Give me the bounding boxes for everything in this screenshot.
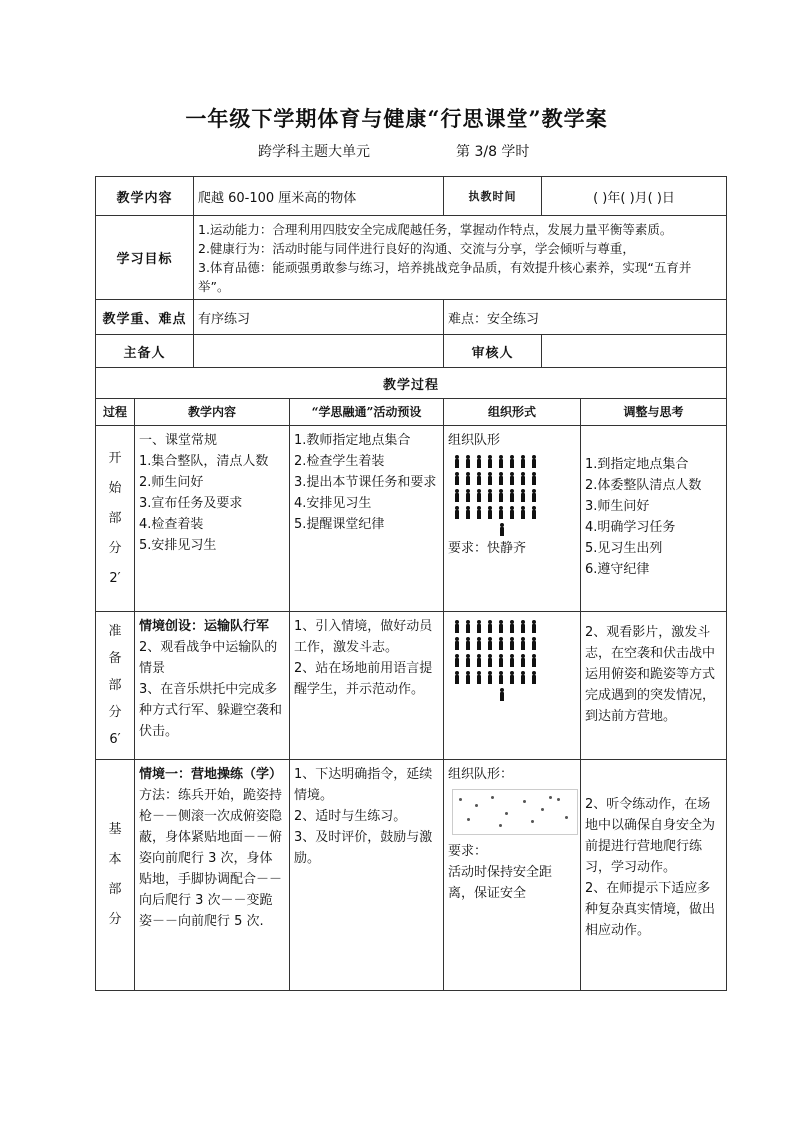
student-icon [487,671,493,684]
camp-field-diagram [452,789,578,835]
student-icon [476,489,482,502]
goals-list [194,216,727,300]
formation-row [454,671,576,684]
student-icon [531,472,537,485]
formation-diagram [448,455,576,536]
formation-row [454,489,576,502]
student-icon [465,506,471,519]
organization-cell [444,760,581,991]
student-icon [509,489,515,502]
student-icon [454,671,460,684]
student-icon [454,620,460,633]
student-icon [520,455,526,468]
student-icon [465,637,471,650]
activity-cell: 1、引入情境，做好动员工作，激发斗志。 2、站在场地前用语言提醒学生，并示范动作。 [290,612,444,760]
formation-row [454,523,550,536]
phase-cell: 开 始 部 分 2′ [96,426,135,612]
student-icon [454,455,460,468]
student-icon [509,506,515,519]
goals-label: 学习目标 [96,216,194,300]
student-icon [509,620,515,633]
student-icon [531,620,537,633]
page-title: 一年级下学期体育与健康“行思课堂”教学案 [185,106,608,131]
formation-row [454,506,576,519]
org-label: 组织队形： [448,767,514,782]
student-icon [476,671,482,684]
reflection-cell: 2、听令练动作，在场地中以确保自身安全为前提进行营地爬行练习，学习动作。 2、在师提示下适应多种复杂真实情境，做出相应动作。 [581,760,727,991]
content-label: 教学内容 [96,177,194,216]
key-value: 有序练习 [194,300,444,335]
lesson-info-table [95,176,727,399]
formation-row [454,455,576,468]
phase-cell: 准 备 部 分 6′ [96,612,135,760]
student-icon [520,489,526,502]
student-icon [498,489,504,502]
student-icon [531,455,537,468]
activity-cell: 1、下达明确指令，延续情境。 2、适时与生练习。 3、及时评价，鼓励与激励。 [290,760,444,991]
org-requirement: 活动时保持安全距离，保证安全 [448,865,553,901]
process-table [95,398,727,991]
column-header: 过程 [96,399,135,426]
student-icon [476,637,482,650]
student-icon [487,654,493,667]
column-header: 组织形式 [444,399,581,426]
student-icon [531,637,537,650]
lesson-number: 第 3/8 学时 [456,144,530,160]
activity-cell: 1.教师指定地点集合 2.检查学生着装 3.提出本节课任务和要求 4.安排见习生 5.提醒课堂纪律 [290,426,444,612]
org-requirement-title: 要求： [448,844,488,859]
content-cell: 情境创设：运输队行军 2、观看战争中运输队的情景 3、在音乐烘托中完成多种方式行军、躲避空袭和伏击。 [135,612,290,760]
student-icon [531,671,537,684]
organization-cell [444,426,581,612]
student-icon [476,654,482,667]
student-icon [487,455,493,468]
student-icon [454,637,460,650]
organization-cell [444,612,581,760]
student-icon [498,671,504,684]
student-icon [509,455,515,468]
reviewer-label: 审核人 [444,335,542,368]
student-icon [520,620,526,633]
student-icon [454,506,460,519]
student-icon [487,637,493,650]
time-label: 执教时间 [444,177,542,216]
formation-row [454,637,576,650]
student-icon [520,671,526,684]
student-icon [520,472,526,485]
reflection-cell: 2、观看影片，激发斗志，在空袭和伏击战中运用俯姿和跪姿等方式完成遇到的突发情况，到达前方营地。 [581,612,727,760]
student-icon [476,455,482,468]
time-value: ( )年( )月( )日 [542,177,727,216]
student-icon [531,506,537,519]
student-icon [509,637,515,650]
student-icon [465,654,471,667]
student-icon [476,620,482,633]
student-icon [520,637,526,650]
column-header: “学思融通”活动预设 [290,399,444,426]
formation-row [454,620,576,633]
content-cell: 一、课堂常规 1.集合整队，清点人数 2.师生问好 3.宣布任务及要求 4.检查着装 5.安排见习生 [135,426,290,612]
process-section-title: 教学过程 [96,368,727,399]
student-icon [465,620,471,633]
student-icon [476,506,482,519]
student-icon [465,489,471,502]
column-header: 教学内容 [135,399,290,426]
student-icon [498,637,504,650]
student-icon [498,654,504,667]
student-icon [487,472,493,485]
table-row [96,760,727,991]
student-icon [498,620,504,633]
goal-item: 2.健康行为：活动时能与同伴进行良好的沟通、交流与分享，学会倾听与尊重， [198,240,635,256]
student-icon [487,620,493,633]
student-icon [465,671,471,684]
student-icon [520,654,526,667]
student-icon [454,472,460,485]
formation-row [454,654,576,667]
table-row [96,612,727,760]
phase-cell: 基 本 部 分 [96,760,135,991]
student-icon [509,671,515,684]
student-icon [454,654,460,667]
student-icon [499,688,505,701]
student-icon [487,506,493,519]
student-icon [487,489,493,502]
table-row [96,426,727,612]
goal-item: 3.体育品德：能顽强勇敢参与练习，培养挑战竞争品质，有效提升核心素养，实现“五育并举”。 [198,259,692,294]
column-header: 调整与思考 [581,399,727,426]
formation-row [454,472,576,485]
process-header-row [96,399,727,426]
difficulty-value: 难点：安全练习 [444,300,727,335]
org-label: 组织队形 [448,433,501,448]
student-icon [520,506,526,519]
content-cell: 情境一：营地操练（学） 方法：练兵开始，跪姿持枪－－侧滚一次成俯姿隐蔽，身体紧贴地面－－俯姿向前爬行 3 次，身体贴地，手脚协调配合－－向后爬行 3 次－－变跪姿－－向前爬行 5 次. [135,760,290,991]
student-icon [509,472,515,485]
reviewer-value [542,335,727,368]
student-icon [531,489,537,502]
student-icon [454,489,460,502]
student-icon [509,654,515,667]
unit-label: 跨学科主题大单元 [258,144,370,160]
student-icon [476,472,482,485]
content-value: 爬越 60-100 厘米高的物体 [194,177,444,216]
student-icon [498,506,504,519]
student-icon [531,654,537,667]
formation-diagram [448,620,576,701]
student-icon [465,455,471,468]
key-label: 教学重、难点 [96,300,194,335]
student-icon [498,472,504,485]
formation-row [454,688,550,701]
preparer-value [194,335,444,368]
student-icon [498,455,504,468]
student-icon [465,472,471,485]
preparer-label: 主备人 [96,335,194,368]
reflection-cell: 1.到指定地点集合 2.体委整队清点人数 3.师生问好 4.明确学习任务 5.见习生出列 6.遵守纪律 [581,426,727,612]
org-requirement: 要求：快静齐 [448,541,527,556]
goal-item: 1.运动能力：合理利用四肢安全完成爬越任务，掌握动作特点，发展力量平衡等素质。 [198,221,673,237]
student-icon [499,523,505,536]
